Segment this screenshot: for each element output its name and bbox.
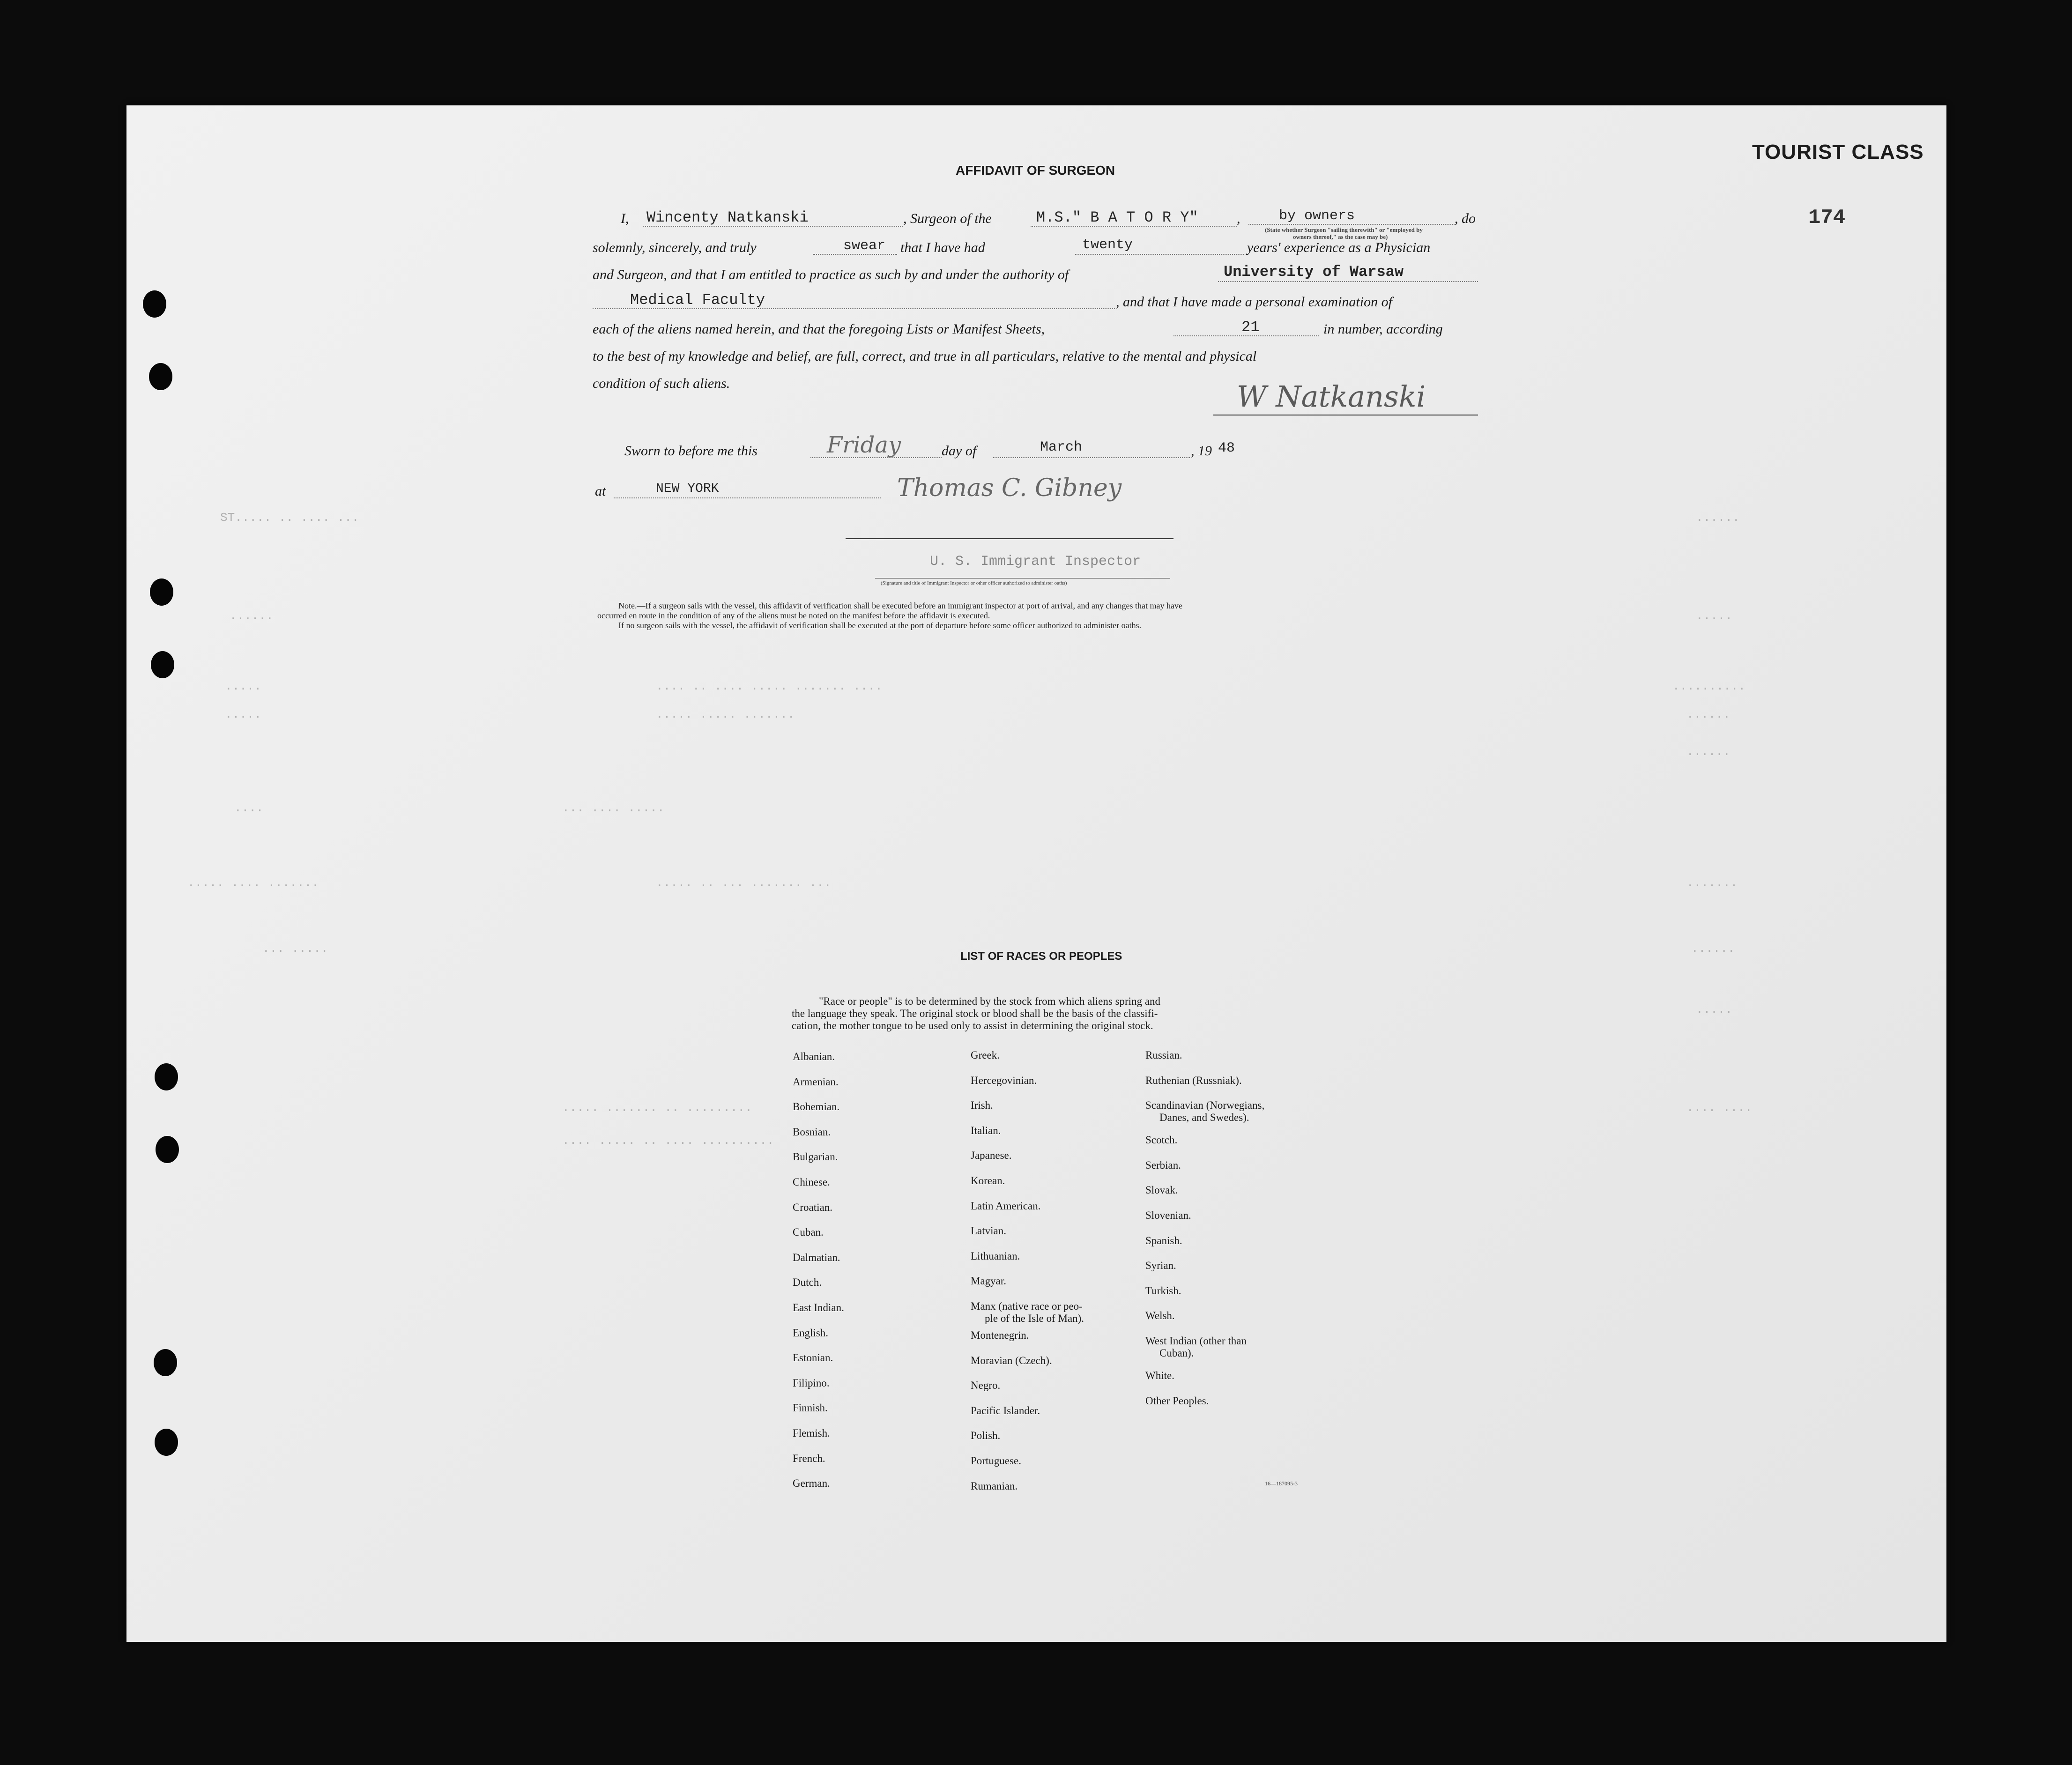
sworn-year-field: 48 xyxy=(1218,440,1235,456)
bleed-through-text: ..... xyxy=(225,707,262,721)
bleed-through-text: .......... xyxy=(1672,679,1746,693)
employed-by-field: by owners xyxy=(1279,208,1355,224)
note-line: If no surgeon sails with the vessel, the affidavit of verification shall be executed at the port of departure before some officer authorized to administer oaths. xyxy=(618,621,1142,630)
bleed-through-text: ..... ..... ....... xyxy=(656,707,795,721)
text-in-number: in number, according xyxy=(1323,321,1443,337)
race-item: Negro. xyxy=(971,1379,1001,1392)
race-item: Croatian. xyxy=(793,1201,832,1213)
race-item-cont: ple of the Isle of Man). xyxy=(985,1312,1084,1324)
race-item: Lithuanian. xyxy=(971,1250,1020,1262)
races-title: LIST OF RACES OR PEOPLES xyxy=(960,950,1122,963)
race-item-cont: Cuban). xyxy=(1159,1347,1194,1359)
dotted-line xyxy=(993,457,1190,458)
race-item: Slovenian. xyxy=(1145,1209,1191,1221)
class-label: TOURIST CLASS xyxy=(1752,141,1924,163)
surgeon-name-field: Wincenty Natkanski xyxy=(646,209,809,226)
race-item: Welsh. xyxy=(1145,1310,1175,1322)
race-item: Serbian. xyxy=(1145,1159,1181,1171)
sworn-month-field: March xyxy=(1040,439,1083,455)
bleed-through-text: ...... xyxy=(1686,707,1730,721)
bleed-through-text: ...... xyxy=(1696,511,1740,525)
authority-field: University of Warsaw xyxy=(1224,263,1404,281)
bleed-through-text: ....... xyxy=(1686,876,1738,890)
bleed-through-text: .... ..... .. .... .......... xyxy=(562,1134,774,1148)
punch-hole xyxy=(143,290,166,318)
vessel-name-field: M.S." B A T O R Y" xyxy=(1036,209,1198,226)
race-item: Scotch. xyxy=(1145,1134,1178,1146)
text-at: at xyxy=(595,483,606,499)
punch-hole xyxy=(151,651,174,678)
race-item: Hercegovinian. xyxy=(971,1074,1037,1086)
employed-note-line: (State whether Surgeon "sailing therewith" or "employed by xyxy=(1265,226,1423,233)
race-item: Scandinavian (Norwegians, xyxy=(1145,1099,1265,1112)
punch-hole xyxy=(155,1063,178,1090)
text-comma: , xyxy=(1237,211,1240,226)
race-item: Bosnian. xyxy=(793,1126,831,1138)
race-item: Cuban. xyxy=(793,1226,824,1238)
text-that-i-have-had: that I have had xyxy=(900,240,985,255)
race-item: Russian. xyxy=(1145,1049,1182,1061)
race-item: Other Peoples. xyxy=(1145,1394,1209,1407)
race-item: Bulgarian. xyxy=(793,1151,838,1163)
text-personal-exam: , and that I have made a personal examination of xyxy=(1116,294,1392,310)
race-item: Spanish. xyxy=(1145,1234,1182,1246)
race-item: Portuguese. xyxy=(971,1454,1021,1467)
race-item: Manx (native race or peo- xyxy=(971,1300,1083,1312)
place-field: NEW YORK xyxy=(656,482,719,496)
punch-hole xyxy=(150,578,173,606)
sworn-day-field: Friday xyxy=(827,432,901,458)
race-item: Slovak. xyxy=(1145,1184,1178,1196)
race-item: English. xyxy=(793,1327,829,1339)
dotted-line xyxy=(813,254,897,255)
affidavit-title: AFFIDAVIT OF SURGEON xyxy=(956,163,1115,178)
dotted-line xyxy=(1248,224,1455,225)
race-item: Korean. xyxy=(971,1174,1005,1187)
signature-line xyxy=(846,538,1173,539)
sheets-field: 21 xyxy=(1241,319,1260,336)
race-item: French. xyxy=(793,1452,825,1464)
bleed-through-text: ..... xyxy=(1696,609,1733,623)
bleed-through-text: ...... xyxy=(1691,942,1735,956)
bleed-through-text: ST..... .. .... ... xyxy=(220,511,359,525)
dotted-line xyxy=(1075,254,1244,255)
text-condition: condition of such aliens. xyxy=(593,376,730,391)
oath-field: swear xyxy=(843,238,886,254)
race-item: German. xyxy=(793,1477,830,1490)
race-item: Albanian. xyxy=(793,1051,835,1062)
race-item: Latin American. xyxy=(971,1200,1041,1212)
race-item: Rumanian. xyxy=(971,1480,1018,1492)
races-column-1 xyxy=(793,1051,844,1503)
bleed-through-text: ...... xyxy=(230,609,274,623)
race-item: East Indian. xyxy=(793,1301,844,1313)
race-item: Latvian. xyxy=(971,1225,1006,1237)
bleed-through-text: .... .. .... ..... ....... .... xyxy=(656,679,883,693)
intro-line: the language they speak. The original stock or blood shall be the basis of the classifi- xyxy=(792,1008,1158,1019)
race-item: Pacific Islander. xyxy=(971,1404,1040,1416)
inspector-signature: Thomas C. Gibney xyxy=(897,474,1122,502)
text-19: , 19 xyxy=(1191,443,1212,459)
bleed-through-text: ..... .... ....... xyxy=(187,876,319,890)
page-number: 174 xyxy=(1808,206,1846,230)
punch-hole xyxy=(155,1429,178,1456)
bleed-through-text: .... xyxy=(234,801,264,815)
bleed-through-text: ..... ....... .. ......... xyxy=(562,1101,752,1115)
text-do: , do xyxy=(1455,211,1476,226)
race-item: Turkish. xyxy=(1145,1284,1181,1297)
bleed-through-text: ... .... ..... xyxy=(562,801,665,815)
dotted-line xyxy=(614,497,881,498)
bleed-through-text: ..... xyxy=(1696,1002,1733,1016)
text-and-surgeon: and Surgeon, and that I am entitled to practice as such by and under the authority of xyxy=(593,267,1069,282)
races-intro xyxy=(792,995,1160,1032)
dotted-line xyxy=(1218,281,1478,282)
races-column-2 xyxy=(971,1049,1084,1505)
bleed-through-text: ..... .. ... ....... ... xyxy=(656,876,832,890)
bleed-through-text: ... ..... xyxy=(262,942,328,956)
race-item: Dalmatian. xyxy=(793,1251,840,1263)
inspector-caption: (Signature and title of Immigrant Inspector or other officer authorized to administer oaths) xyxy=(881,580,1067,586)
intro-line: cation, the mother tongue to be used only to assist in determining the original stock. xyxy=(792,1020,1153,1031)
race-item-cont: Danes, and Swedes). xyxy=(1159,1112,1249,1124)
text-surgeon-of: , Surgeon of the xyxy=(903,211,992,226)
affidavit-note xyxy=(597,601,1182,630)
text-years-experience: years' experience as a Physician xyxy=(1247,240,1431,255)
punch-hole xyxy=(149,363,172,390)
race-item: Bohemian. xyxy=(793,1101,840,1113)
race-item: Japanese. xyxy=(971,1149,1012,1162)
text-i: I, xyxy=(621,211,629,226)
note-line: occurred en route in the condition of any of the aliens must be noted on the manifest before the affidavit is executed. xyxy=(597,611,990,620)
race-item: Polish. xyxy=(971,1430,1001,1442)
text-sworn: Sworn to before me this xyxy=(624,443,758,459)
races-column-3 xyxy=(1145,1049,1264,1420)
race-item-scandinavian xyxy=(1145,1099,1264,1134)
race-item-west-indian xyxy=(1145,1335,1264,1370)
bleed-through-text: .... .... xyxy=(1686,1101,1753,1115)
punch-hole xyxy=(154,1349,177,1376)
race-item: Moravian (Czech). xyxy=(971,1354,1052,1366)
punch-hole xyxy=(156,1136,179,1163)
race-item: White. xyxy=(1145,1369,1174,1381)
employed-note-line: owners thereof," as the case may be) xyxy=(1293,233,1388,240)
employed-note xyxy=(1265,226,1423,240)
race-item: Flemish. xyxy=(793,1427,830,1439)
race-item: Ruthenian (Russniak). xyxy=(1145,1074,1242,1086)
race-item: Irish. xyxy=(971,1099,993,1112)
race-item: Greek. xyxy=(971,1049,1000,1061)
race-item-manx xyxy=(971,1300,1084,1329)
text-day-of: day of xyxy=(942,443,977,459)
form-number: 16—187095-3 xyxy=(1265,1480,1298,1487)
race-item: Dutch. xyxy=(793,1276,822,1289)
race-item: Armenian. xyxy=(793,1075,839,1088)
bleed-through-text: ..... xyxy=(225,679,262,693)
authority-field-cont: Medical Faculty xyxy=(630,291,765,309)
surgeon-signature: W Natkanski xyxy=(1237,379,1426,414)
race-item: Estonian. xyxy=(793,1352,833,1364)
race-item: Chinese. xyxy=(793,1176,830,1188)
race-item: Magyar. xyxy=(971,1275,1007,1287)
race-item: West Indian (other than xyxy=(1145,1335,1247,1347)
note-line: Note.—If a surgeon sails with the vessel, this affidavit of verification shall be executed before an immigrant inspector at port of arrival, and any changes that may have xyxy=(618,601,1182,610)
text-each-of-aliens: each of the aliens named herein, and that the foregoing Lists or Manifest Sheets, xyxy=(593,321,1045,337)
years-field: twenty xyxy=(1082,237,1133,253)
inspector-title: U. S. Immigrant Inspector xyxy=(930,554,1141,570)
race-item: Syrian. xyxy=(1145,1260,1176,1272)
text-best-of-knowledge: to the best of my knowledge and belief, are full, correct, and true in all particulars, relative to the mental and physical xyxy=(593,349,1257,364)
text-solemnly: solemnly, sincerely, and truly xyxy=(593,240,757,255)
intro-line: "Race or people" is to be determined by the stock from which aliens spring and xyxy=(819,995,1161,1007)
race-item: Italian. xyxy=(971,1124,1001,1136)
race-item: Filipino. xyxy=(793,1377,830,1389)
race-item: Montenegrin. xyxy=(971,1329,1029,1341)
bleed-through-text: ...... xyxy=(1686,745,1730,759)
race-item: Finnish. xyxy=(793,1402,828,1414)
